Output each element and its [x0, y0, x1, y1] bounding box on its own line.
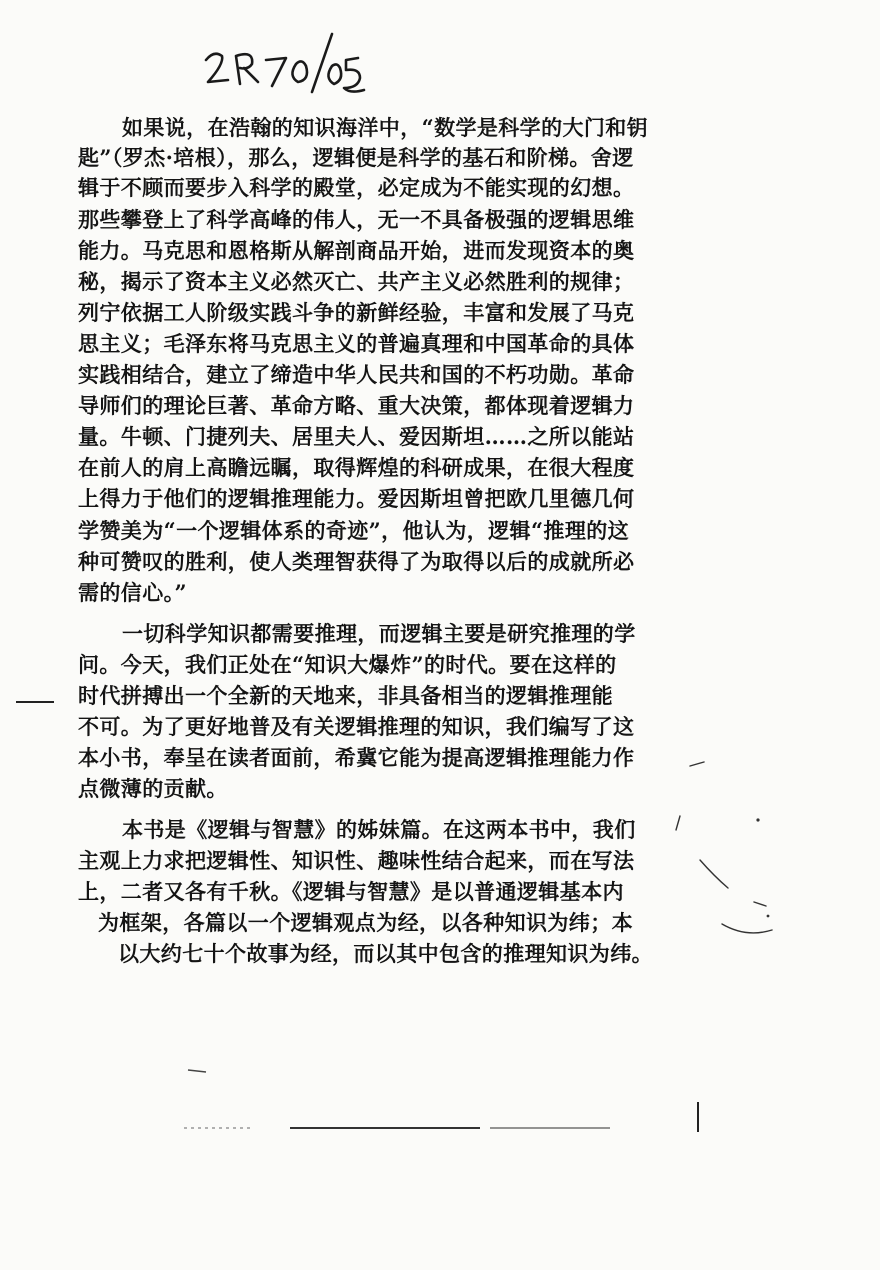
text-line: 那些攀登上了科学高峰的伟人，无一不具备极强的逻辑思维	[78, 207, 635, 232]
small-tick-mark	[186, 1066, 208, 1074]
text-line: 以大约七十个故事为经，而以其中包含的推理知识为纬。	[118, 941, 653, 966]
text-line: 不可。为了更好地普及有关逻辑推理的知识，我们编写了这	[78, 714, 635, 739]
text-line: 列宁依据工人阶级实践斗争的新鲜经验，丰富和发展了马克	[78, 300, 635, 325]
text-line: 种可赞叹的胜利，使人类理智获得了为取得以后的成就所必	[78, 549, 635, 574]
text-line: 学赞美为“一个逻辑体系的奇迹”，他认为，逻辑“推理的这	[78, 518, 630, 543]
text-line: 本书是《逻辑与智慧》的姊妹篇。在这两本书中，我们	[122, 817, 636, 842]
text-line: 点微薄的贡献。	[78, 776, 228, 801]
text-line: 主观上力求把逻辑性、知识性、趣味性结合起来，而在写法	[78, 848, 635, 873]
text-line: 本小书，奉呈在读者面前，希冀它能为提高逻辑推理能力作	[78, 745, 635, 770]
text-line: 秘，揭示了资本主义必然灭亡、共产主义必然胜利的规律；	[78, 269, 635, 294]
text-line: 为框架，各篇以一个逻辑观点为经，以各种知识为纬；本	[98, 910, 633, 935]
text-line: 如果说，在浩翰的知识海洋中，“数学是科学的大门和钥	[122, 115, 649, 140]
bottom-scan-line	[180, 1118, 620, 1132]
text-line: 时代拼搏出一个全新的天地来，非具备相当的逻辑推理能	[78, 683, 613, 708]
text-line: 量。牛顿、门捷列夫、居里夫人、爱因斯坦……之所以能站	[78, 424, 635, 449]
text-line: 能力。马克思和恩格斯从解剖商品开始，进而发现资本的奥	[78, 238, 635, 263]
text-line: 问。今天，我们正处在“知识大爆炸”的时代。要在这样的	[78, 652, 617, 677]
text-line: 实践相结合，建立了缔造中华人民共和国的不朽功勋。革命	[78, 362, 635, 387]
text-line: 一切科学知识都需要推理，而逻辑主要是研究推理的学	[122, 621, 636, 646]
text-line: 思主义；毛泽东将马克思主义的普遍真理和中国革命的具体	[78, 331, 635, 356]
text-line: 匙”（罗杰·培根），那么，逻辑便是科学的基石和阶梯。舍逻	[78, 145, 634, 170]
right-margin-scratch-marks	[670, 760, 790, 950]
text-line: 上，二者又各有千秋。《逻辑与智慧》是以普通逻辑基本内	[78, 879, 624, 904]
text-line: 上得力于他们的逻辑推理能力。爱因斯坦曾把欧几里德几何	[78, 486, 635, 511]
left-margin-dash	[14, 697, 56, 707]
text-line: 需的信心。”	[78, 580, 187, 605]
text-line: 在前人的肩上高瞻远瞩，取得辉煌的科研成果，在很大程度	[78, 455, 635, 480]
text-line: 辑于不顾而要步入科学的殿堂，必定成为不能实现的幻想。	[78, 175, 635, 200]
text-line: 导师们的理论巨著、革命方略、重大决策，都体现着逻辑力	[78, 393, 635, 418]
bottom-right-tick	[694, 1100, 702, 1134]
